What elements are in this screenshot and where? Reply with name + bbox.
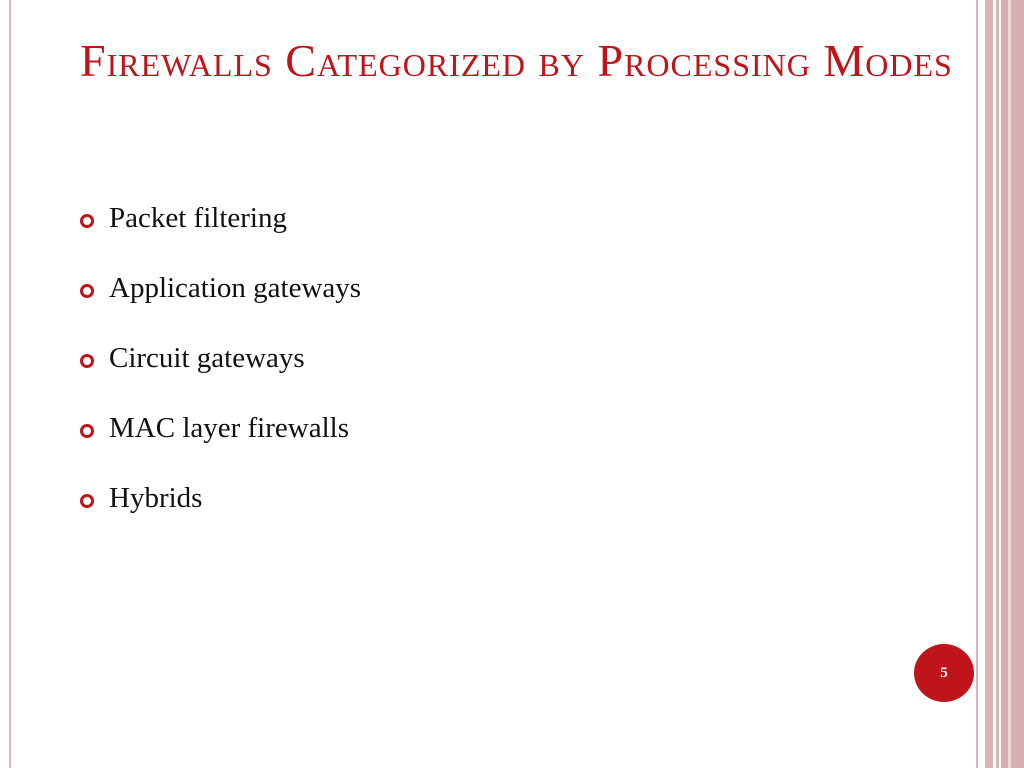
bullet-item [80, 198, 361, 268]
bullet-item [80, 408, 361, 478]
left-border-line [9, 0, 11, 768]
bullet-item [80, 338, 361, 408]
bullet-text: MAC layer firewalls [109, 412, 349, 444]
page-number: 5 [940, 664, 948, 681]
bullet-item [80, 268, 361, 338]
ring-bullet-icon [80, 284, 94, 298]
right-border-stripe [996, 0, 999, 768]
bullet-text: Application gateways [109, 272, 362, 304]
right-border-highlight [1008, 0, 1011, 768]
bullet-text: Packet filtering [109, 202, 287, 234]
ring-bullet-icon [80, 354, 94, 368]
bullet-text: Hybrids [109, 482, 203, 514]
right-border-stripe [985, 0, 993, 768]
slide-title: Firewalls Categorized by Processing Modes [80, 35, 953, 86]
bullet-item [80, 478, 361, 548]
page-number-badge [914, 644, 974, 702]
ring-bullet-icon [80, 214, 94, 228]
bullet-text: Circuit gateways [109, 342, 305, 374]
bullet-list [80, 198, 361, 548]
right-border-stripe [1001, 0, 1024, 768]
ring-bullet-icon [80, 424, 94, 438]
ring-bullet-icon [80, 494, 94, 508]
right-border-stripe [976, 0, 978, 768]
